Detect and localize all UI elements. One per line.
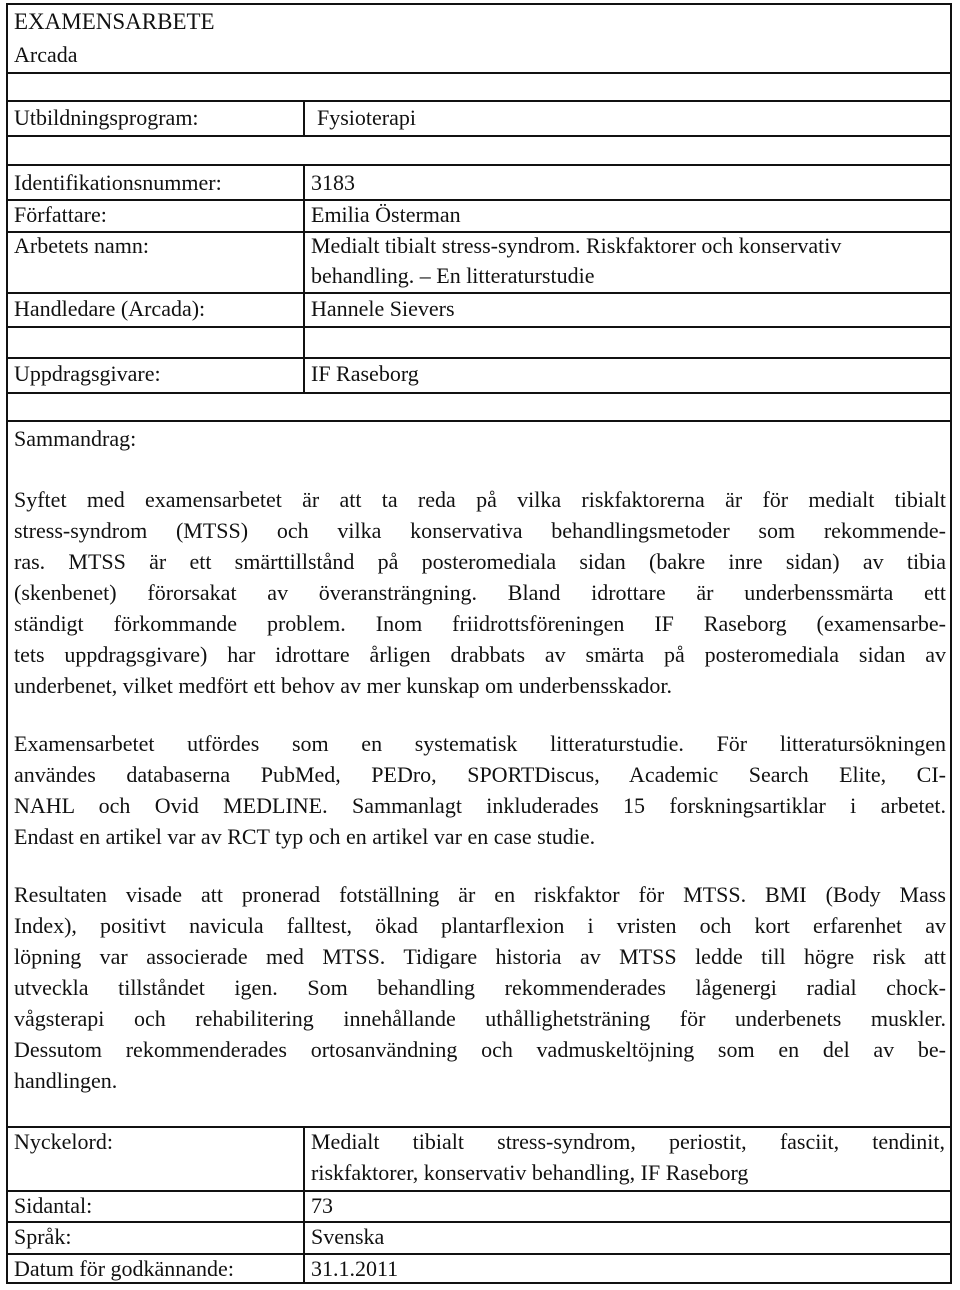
summary-paragraph-1 — [14, 484, 946, 701]
approval-date-label: Datum för godkännande: — [14, 1256, 234, 1281]
text-line: Resultaten visade att pronerad fotställning är en riskfaktor för MTSS. BMI (Body Mass — [14, 882, 946, 907]
text-line: Endast en artikel var av RCT typ och en artikel var en case studie. — [14, 824, 596, 849]
pages-label: Sidantal: — [14, 1193, 93, 1218]
text-line: underbenet, vilket medfört ett behov av mer kunskap om underbensskador. — [14, 673, 672, 698]
text-line: Dessutom rekommenderades ortosanvändning och vadmuskeltöjning som en del av be- — [14, 1037, 946, 1062]
text-line: användes databaserna PubMed, PEDro, SPORTDiscus, Academic Search Elite, CI- — [14, 762, 946, 787]
text-line: vågsterapi och rehabilitering innehållande uthållighetsträning för underbenets muskler. — [14, 1006, 946, 1031]
divider — [6, 135, 952, 137]
document-title: EXAMENSARBETE — [14, 9, 215, 34]
supervisor-value: Hannele Sievers — [311, 296, 455, 321]
summary-paragraph-2 — [14, 728, 946, 852]
school-name: Arcada — [14, 42, 78, 67]
author-label: Författare: — [14, 202, 107, 227]
work-title-line2: behandling. – En litteraturstudie — [311, 263, 595, 288]
supervisor-label: Handledare (Arcada): — [14, 296, 206, 321]
divider — [6, 392, 952, 394]
language-value: Svenska — [311, 1224, 385, 1249]
divider — [6, 1221, 952, 1223]
keywords-line2: riskfaktorer, konservativ behandling, IF Raseborg — [311, 1160, 749, 1185]
work-title-label: Arbetets namn: — [14, 233, 150, 258]
commissioner-value: IF Raseborg — [311, 361, 419, 386]
column-divider — [303, 100, 305, 135]
approval-date-value: 31.1.2011 — [311, 1256, 399, 1281]
column-divider — [303, 164, 305, 392]
summary-paragraph-3 — [14, 879, 946, 1096]
divider — [6, 72, 952, 74]
author-value: Emilia Österman — [311, 202, 461, 227]
text-line: NAHL och Ovid MEDLINE. Sammanlagt inkluderades 15 forskningsartiklar i arbetet. — [14, 793, 946, 818]
divider — [6, 1190, 952, 1192]
text-line: (skenbenet) förorsakat av överansträngning. Bland idrottare är underbenssmärta ett — [14, 580, 946, 605]
keywords-label: Nyckelord: — [14, 1129, 113, 1154]
text-line: löpning var associerade med MTSS. Tidigare historia av MTSS ledde till högre risk att — [14, 944, 946, 969]
text-line: Index), positivt navicula falltest, ökad plantarflexion i vristen och kort erfarenhet av — [14, 913, 946, 938]
text-line: ständigt förkommande problem. Inom friidrottsföreningen IF Raseborg (examensarbe- — [14, 611, 946, 636]
column-divider — [303, 1126, 305, 1284]
language-label: Språk: — [14, 1224, 72, 1249]
summary-label: Sammandrag: — [14, 426, 137, 451]
divider — [6, 164, 952, 166]
work-title-line1: Medialt tibialt stress-syndrom. Riskfaktorer och konservativ — [311, 233, 842, 258]
id-value: 3183 — [311, 170, 355, 195]
text-line: tets uppdragsgivare) har idrottare årligen drabbats av smärta på posteromediala sidan av — [14, 642, 946, 667]
text-line: utveckla tillståndet igen. Som behandling rekommenderades lågenergi radial chock- — [14, 975, 946, 1000]
text-line: Syftet med examensarbetet är att ta reda på vilka riskfaktorerna är för medialt tibialt — [14, 487, 946, 512]
text-line: stress-syndrom (MTSS) och vilka konservativa behandlingsmetoder som rekommende- — [14, 518, 946, 543]
program-value: Fysioterapi — [317, 105, 416, 130]
keywords-line1: Medialt tibialt stress-syndrom, periostit, fasciit, tendinit, — [311, 1129, 945, 1154]
program-label: Utbildningsprogram: — [14, 105, 199, 130]
text-line: Examensarbetet utfördes som en systematisk litteraturstudie. För litteratursökningen — [14, 731, 946, 756]
divider — [6, 199, 952, 201]
text-line: ras. MTSS är ett smärttillstånd på posteromediala sidan (bakre inre sidan) av tibia — [14, 549, 946, 574]
id-label: Identifikationsnummer: — [14, 170, 222, 195]
divider — [6, 420, 952, 422]
pages-value: 73 — [311, 1193, 333, 1218]
divider — [6, 100, 952, 102]
commissioner-label: Uppdragsgivare: — [14, 361, 161, 386]
text-line: handlingen. — [14, 1068, 118, 1093]
divider — [6, 326, 952, 328]
